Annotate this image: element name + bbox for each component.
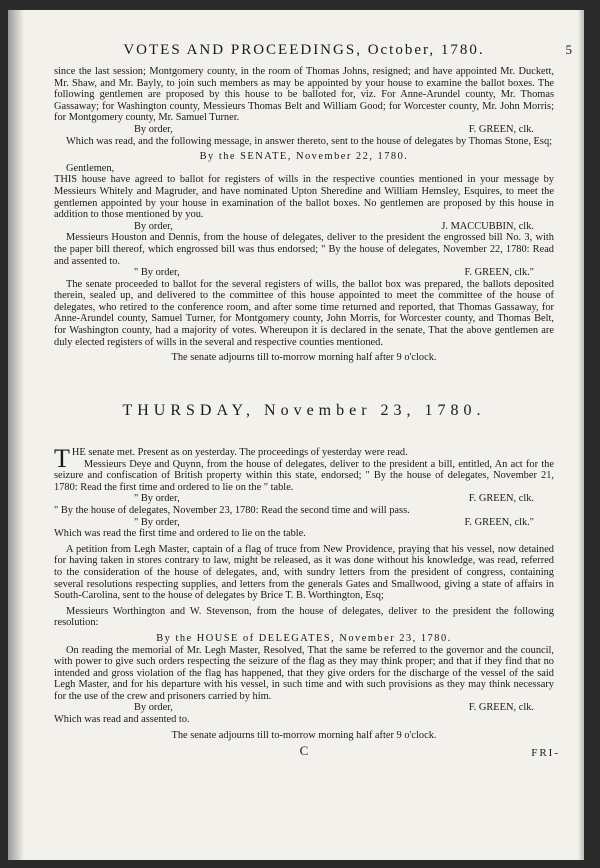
clerk-name: F. GREEN, clk. <box>468 493 534 505</box>
salutation: Gentlemen, <box>66 162 115 174</box>
signature-mark: C <box>299 743 309 759</box>
signature-line <box>54 124 554 136</box>
paragraph: Messieurs Worthington and W. Stevenson, from the house of delegates, deliver to the president the following resolution: <box>54 605 554 629</box>
adjournment-note: The senate adjourns till to-morrow morning half after 9 o'clock. <box>171 729 437 741</box>
page-edge <box>578 10 584 860</box>
clerk-name: F. GREEN, clk." <box>464 267 534 279</box>
delegates-heading: By the HOUSE of DELEGATES, November 23, 1780. <box>156 632 452 644</box>
signature-line <box>54 517 554 529</box>
adjournment-note: The senate adjourns till to-morrow morning half after 9 o'clock. <box>171 352 437 364</box>
binding-shadow <box>8 10 24 860</box>
clerk-name: F. GREEN, clk." <box>464 516 534 528</box>
by-order: " By order, <box>134 493 180 505</box>
signature-line <box>54 221 554 233</box>
paragraph: " By the house of delegates, November 23, 1780: Read the second time and will pass. <box>54 504 410 516</box>
continued-paragraph: since the last session; Montgomery county, in the room of Thomas Johns, resigned; and have appointed Mr. Duckett, Mr. Shaw, and Mr. Bayly, to join such members as may be appointed by your house to examine the ballot boxes. The following gentlemen are proposed by this house to be balloted for, viz. For Anne-Arundel county, Mr. Thomas Gassaway; for Washington county, Messieurs Thomas Belt and William Good; for Worcester county, Mr. John Morris; for Montgomery county, Mr. Samuel Turner. <box>54 66 554 124</box>
resolution-text: On reading the memorial of Mr. Legh Master, Resolved, That the same be referred to the governor and the council, with power to give such orders respecting the seizure of the flag as they may think proper; and that if they find that no intended and gross violation of the flag has happened, that they give orders for the discharge of the vessel of the said Legh Master, and for his departure with his vessel, in such time and with such provisions as they may think necessary for the use of the crew and prisoners carried by him. <box>54 644 554 702</box>
paragraph: Which was read, and the following message, in answer thereto, sent to the house of delegates by Thomas Stone, Esq; <box>66 135 553 147</box>
by-order: " By order, <box>134 516 180 528</box>
signature-line <box>54 493 554 505</box>
by-order: By order, <box>134 220 173 232</box>
running-header <box>54 40 572 60</box>
senate-message: THIS house have agreed to ballot for registers of wills in the respective counties mentioned in your message by Messieurs Whitely and Magruder, and have nominated Upton Sheredine and William Hemsley, Esquires, to meet the gentlemen appointed by your house in examination of the ballot boxes. No gentlemen are proposed by this house in addition to those mentioned by you. <box>54 174 554 221</box>
paragraph: Which was read and assented to. <box>54 714 190 726</box>
paragraph: Messieurs Deye and Quynn, from the house of delegates, deliver to the president a bill, entitled, An act for the seizure and confiscation of British property within this state, endorsed; " By the house of delegates, November 21, 1780: Read the first time and ordered to lie on the " table. <box>54 458 554 493</box>
paragraph-text: HE senate met. Present as on yesterday. The proceedings of yesterday were read. <box>71 447 408 458</box>
paragraph: Messieurs Houston and Dennis, from the house of delegates, deliver to the president the engrossed bill No. 3, with the paper bill thereof, which engrossed bill was thus endorsed; " By the house of delegates, November 22, 1780: Read and assented to. <box>54 232 554 267</box>
senate-heading: By the SENATE, November 22, 1780. <box>199 151 409 163</box>
paragraph: The senate proceeded to ballot for the several registers of wills, the ballot box was prepared, the ballots deposited therein, sealed up, and delivered to the committee of this house appointed to meet the committee of the house of delegates, who retired to the conference room, and after some time returned and reported, that Thomas Gassaway, for Anne-Arundel county, Samuel Turner, for Montgomery county, John Morris, for Worcester county, and Thomas Belt, for Washington county, had a majority of votes. Whereupon it is declared in the senate, That the above gentlemen are duly elected registers of wills in the several and respective counties mentioned. <box>54 278 554 348</box>
page-number: 5 <box>565 42 572 57</box>
header-title: VOTES AND PROCEEDINGS, October, 1780. <box>123 42 485 58</box>
paragraph: Which was read the first time and ordered to lie on the table. <box>54 528 306 540</box>
section-november-23 <box>54 444 560 760</box>
clerk-name: J. MACCUBBIN, clk. <box>441 220 534 232</box>
by-order: By order, <box>134 702 173 714</box>
document-page <box>8 10 584 860</box>
by-order: By order, <box>134 123 173 135</box>
by-order: " By order, <box>134 267 180 279</box>
section-november-22 <box>54 66 554 364</box>
signature-line <box>54 702 554 714</box>
catchword: FRI- <box>531 747 560 760</box>
paragraph: A petition from Legh Master, captain of a flag of truce from New Providence, praying that his vessel, now detained for having taken in stores contrary to law, might be released, as it was done without his knowledge, was read, referred to the consideration of the house of delegates, and, with sundry letters from the president of congress, containing several resolutions respecting supplies, and letters from the generals Gates and Smallwood, giving a state of affairs in South-Carolina, sent to the house of delegates by Brice T. B. Worthington, Esq; <box>54 543 554 602</box>
signature-line <box>54 267 554 279</box>
clerk-name: F. GREEN, clk. <box>468 702 534 714</box>
paragraph <box>54 444 554 473</box>
clerk-name: F. GREEN, clk. <box>468 123 534 135</box>
day-heading: THURSDAY, November 23, 1780. <box>122 402 486 419</box>
drop-cap: T <box>54 444 70 473</box>
